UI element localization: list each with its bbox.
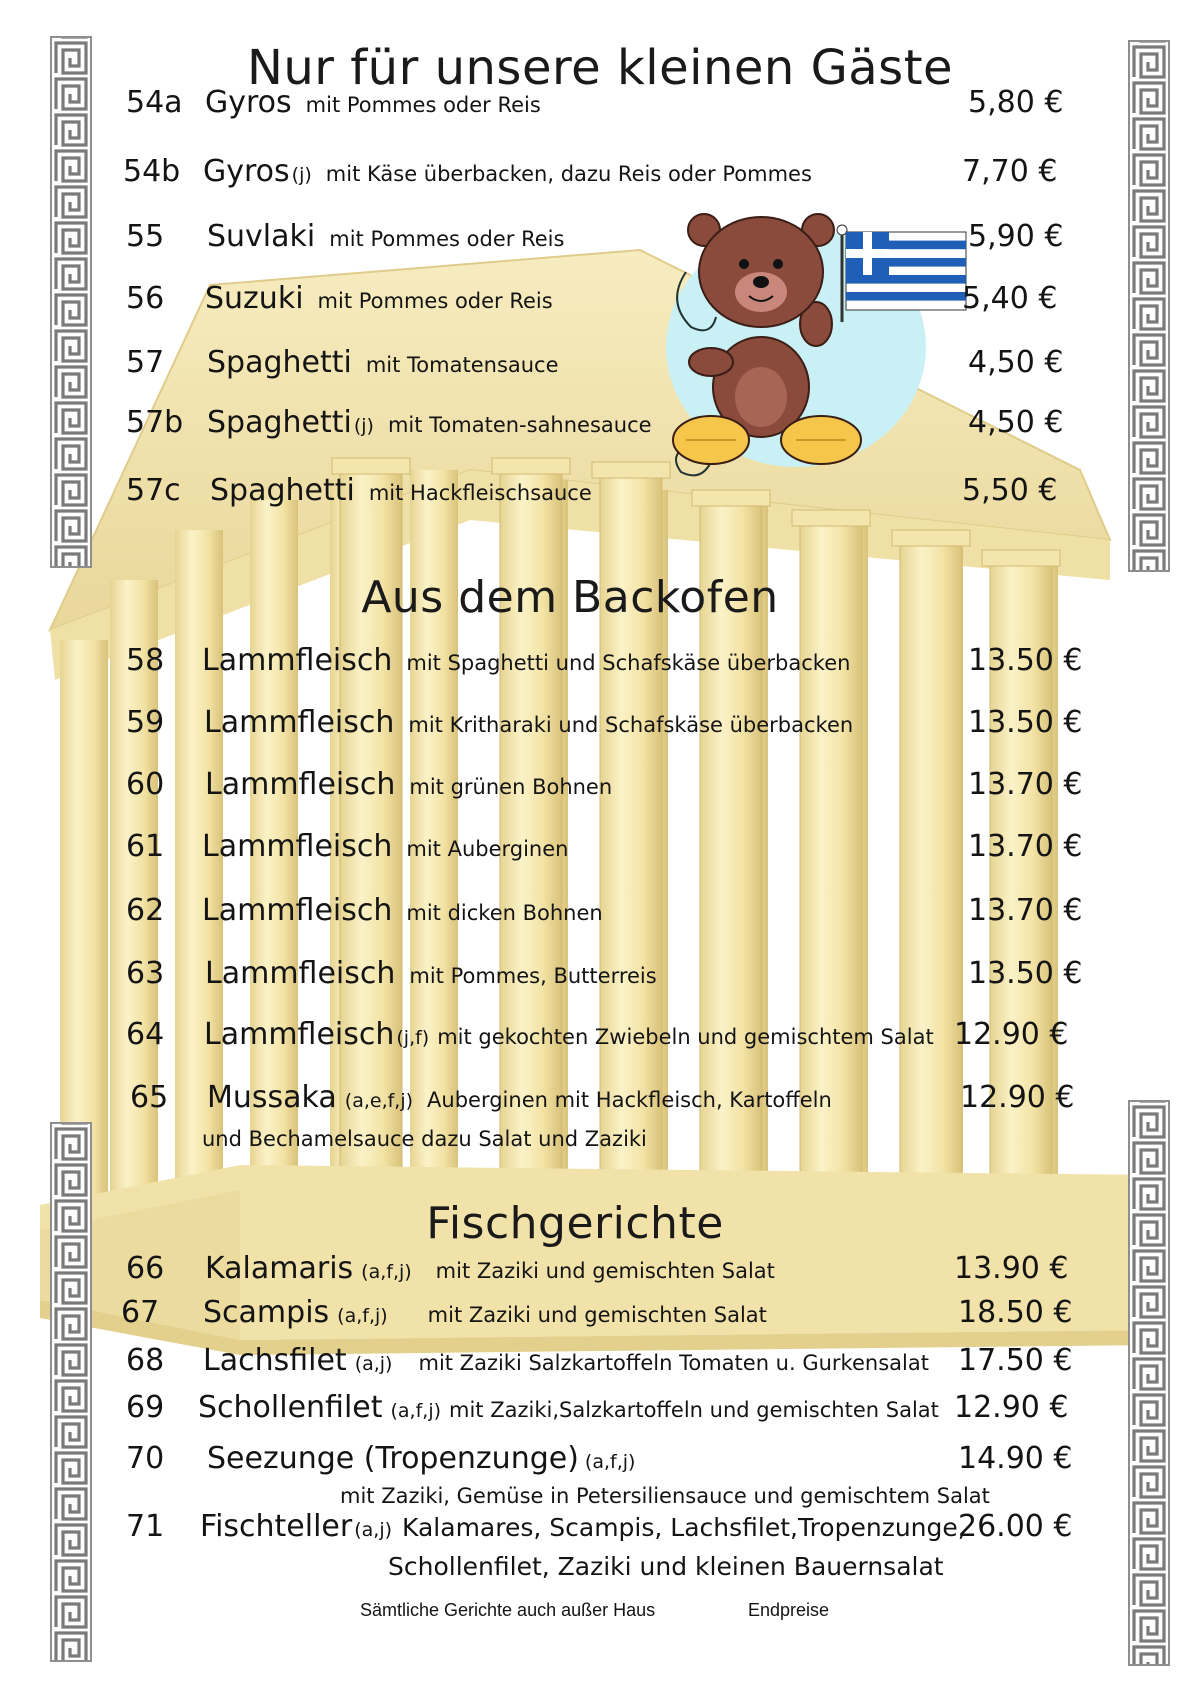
item-price: 13.90 €: [954, 1251, 1069, 1286]
item-number: 60: [126, 767, 165, 802]
menu-item: [0, 84, 1200, 134]
item-number: 57: [126, 345, 165, 380]
item-price: 12.90 €: [960, 1080, 1075, 1115]
item-number: 59: [126, 705, 165, 740]
item-name: Kalamaris: [205, 1251, 354, 1286]
item-description: mit Pommes oder Reis: [317, 289, 553, 313]
item-name: Suzuki: [205, 281, 304, 316]
item-price: 13.70 €: [968, 893, 1083, 928]
section-title-kids: Nur für unsere kleinen Gäste: [246, 40, 954, 96]
item-description: Kalamares, Scampis, Lachsfilet,Tropenzunge,: [402, 1513, 966, 1542]
item-description: mit Tomatensauce: [365, 353, 559, 377]
menu-item: [0, 1342, 1200, 1392]
item-name: Spaghetti: [207, 405, 352, 440]
item-description: Auberginen mit Hackfleisch, Kartoffeln: [427, 1088, 832, 1112]
item-number: 67: [121, 1295, 160, 1330]
item-price: 13.50 €: [968, 643, 1083, 678]
item-description: mit Kritharaki und Schafskäse überbacken: [408, 713, 854, 737]
item-number: 54b: [123, 154, 181, 189]
item-description: mit Tomaten-sahnesauce: [387, 413, 652, 437]
item-description-continued: mit Zaziki, Gemüse in Petersiliensauce und gemischtem Salat: [340, 1484, 990, 1508]
item-allergens: (a,j): [354, 1353, 393, 1375]
item-allergens: (a,j): [354, 1519, 393, 1541]
item-number: 62: [126, 893, 165, 928]
item-description: mit Pommes, Butterreis: [409, 964, 657, 988]
item-number: 65: [130, 1080, 169, 1115]
item-number: 57b: [126, 405, 184, 440]
section-title-fish: Fischgerichte: [426, 1198, 724, 1249]
item-description: mit grünen Bohnen: [409, 775, 613, 799]
item-name: Lammfleisch: [204, 1017, 395, 1052]
item-name: Suvlaki: [207, 219, 316, 254]
item-description: mit Hackfleischsauce: [368, 481, 592, 505]
item-name: Lammfleisch: [202, 829, 393, 864]
menu-item: [0, 1508, 1200, 1588]
item-number: 61: [126, 829, 165, 864]
item-name: Spaghetti: [207, 345, 352, 380]
item-name: Lammfleisch: [202, 893, 393, 928]
item-description: mit dicken Bohnen: [406, 901, 603, 925]
item-price: 5,80 €: [968, 85, 1064, 120]
item-number: 56: [126, 281, 165, 316]
item-description: mit Pommes oder Reis: [329, 227, 565, 251]
item-price: 18.50 €: [958, 1295, 1073, 1330]
item-description: mit Spaghetti und Schafskäse überbacken: [406, 651, 851, 675]
item-number: 58: [126, 643, 165, 678]
item-name: Seezunge (Tropenzunge): [207, 1441, 579, 1476]
item-price: 4,50 €: [968, 405, 1064, 440]
item-number: 68: [126, 1343, 165, 1378]
menu-item: [0, 892, 1200, 942]
item-description: mit Auberginen: [406, 837, 569, 861]
item-price: 4,50 €: [968, 345, 1064, 380]
footer-price-note: Endpreise: [748, 1600, 830, 1620]
item-number: 63: [126, 956, 165, 991]
menu-item: [0, 1016, 1200, 1066]
item-name: Spaghetti: [210, 473, 355, 508]
item-name: Lachsfilet: [203, 1343, 347, 1378]
menu-item: [0, 344, 1200, 394]
item-description-continued: Schollenfilet, Zaziki und kleinen Bauernsalat: [388, 1552, 944, 1581]
menu-item: [0, 1079, 1200, 1159]
menu-item: [0, 153, 1200, 203]
item-description: mit Zaziki und gemischten Salat: [427, 1303, 767, 1327]
menu-item: [0, 828, 1200, 878]
item-name: Fischteller: [200, 1509, 353, 1544]
item-description: mit Zaziki Salzkartoffeln Tomaten u. Gurkensalat: [418, 1351, 929, 1375]
item-price: 12.90 €: [954, 1390, 1069, 1425]
menu-item: [0, 218, 1200, 268]
item-price: 17.50 €: [958, 1343, 1073, 1378]
item-allergens: (a,f,j): [361, 1261, 412, 1283]
item-allergens: (j): [353, 415, 374, 437]
footer-takeaway-note: Sämtliche Gerichte auch außer Haus: [360, 1600, 656, 1620]
item-number: 55: [126, 219, 165, 254]
section-title-oven: Aus dem Backofen: [361, 572, 779, 623]
item-price: 26.00 €: [958, 1509, 1073, 1544]
item-name: Gyros: [203, 154, 290, 189]
item-description-continued: und Bechamelsauce dazu Salat und Zaziki: [202, 1127, 647, 1151]
item-price: 7,70 €: [962, 154, 1058, 189]
item-description: mit Käse überbacken, dazu Reis oder Pommes: [325, 162, 812, 186]
menu-item: [0, 472, 1200, 522]
item-price: 13.70 €: [968, 767, 1083, 802]
item-price: 13.70 €: [968, 829, 1083, 864]
item-number: 66: [126, 1251, 165, 1286]
item-name: Gyros: [205, 85, 292, 120]
menu-item: [0, 280, 1200, 330]
menu-item: [0, 1250, 1200, 1300]
item-allergens: (a,f,j): [584, 1451, 636, 1473]
item-name: Mussaka: [207, 1080, 337, 1115]
menu-item: [0, 1389, 1200, 1439]
item-price: 12.90 €: [954, 1017, 1069, 1052]
item-price: 5,50 €: [962, 473, 1058, 508]
item-number: 64: [126, 1017, 165, 1052]
item-price: 13.50 €: [968, 705, 1083, 740]
item-name: Schollenfilet: [198, 1390, 383, 1425]
item-allergens: (a,e,f,j): [344, 1090, 414, 1112]
menu-item: [0, 642, 1200, 692]
menu-item: [0, 404, 1200, 454]
item-name: Lammfleisch: [202, 643, 393, 678]
item-number: 69: [126, 1390, 165, 1425]
item-name: Scampis: [203, 1295, 330, 1330]
item-price: 5,40 €: [962, 281, 1058, 316]
item-price: 5,90 €: [968, 219, 1064, 254]
item-name: Lammfleisch: [204, 705, 395, 740]
item-description: mit Zaziki,Salzkartoffeln und gemischten Salat: [449, 1398, 939, 1422]
item-number: 71: [126, 1509, 165, 1544]
item-allergens: (j,f): [396, 1027, 430, 1049]
item-description: mit Zaziki und gemischten Salat: [435, 1259, 775, 1283]
item-allergens: (j): [291, 164, 312, 186]
item-allergens: (a,f,j): [337, 1305, 388, 1327]
menu-item: [0, 704, 1200, 754]
item-number: 70: [126, 1441, 165, 1476]
menu-item: [0, 766, 1200, 816]
item-allergens: (a,f,j): [390, 1400, 442, 1422]
item-description: mit Pommes oder Reis: [305, 93, 541, 117]
item-number: 54a: [126, 85, 183, 120]
item-price: 14.90 €: [958, 1441, 1073, 1476]
item-name: Lammfleisch: [205, 956, 396, 991]
item-price: 13.50 €: [968, 956, 1083, 991]
menu-item: [0, 955, 1200, 1005]
item-name: Lammfleisch: [205, 767, 396, 802]
item-number: 57c: [126, 473, 181, 508]
menu-item: [0, 1294, 1200, 1344]
item-description: mit gekochten Zwiebeln und gemischtem Salat: [437, 1025, 934, 1049]
